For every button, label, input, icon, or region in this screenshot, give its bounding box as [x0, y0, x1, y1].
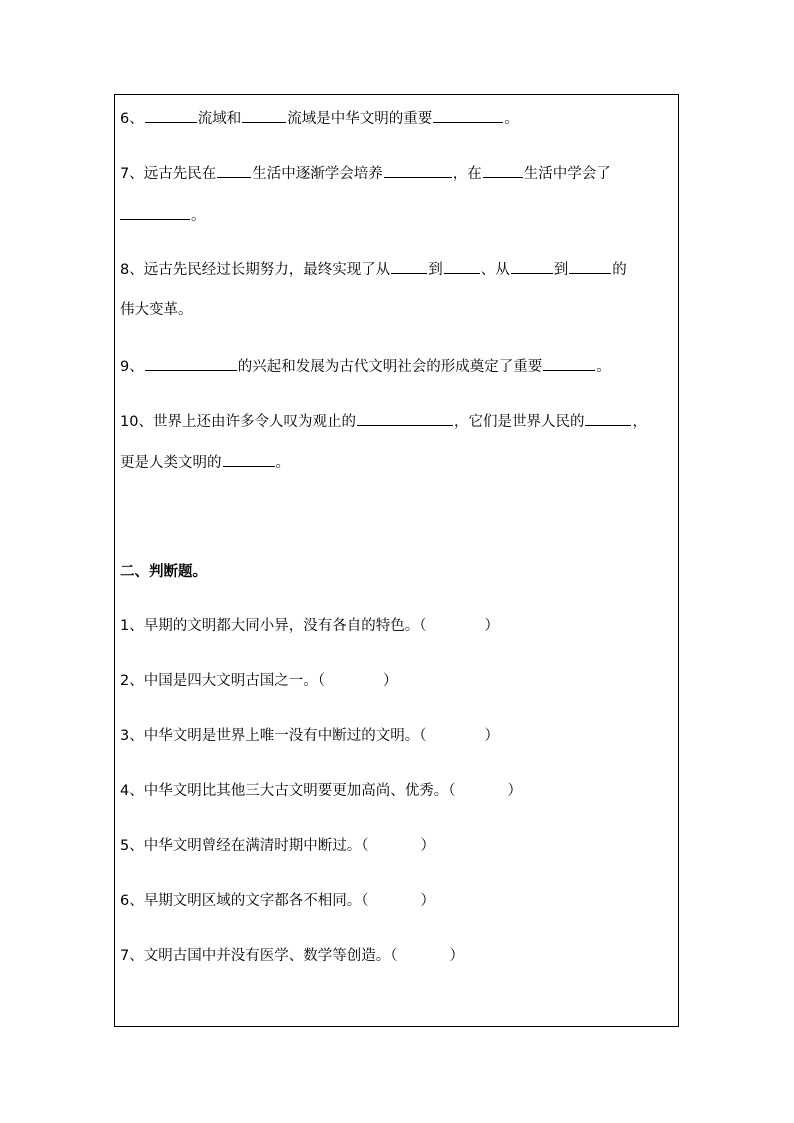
question-text: ）	[420, 893, 435, 909]
question-text: 远古先民在	[143, 166, 217, 182]
fill-in-question-10-cont	[120, 452, 290, 473]
fill-in-question-7	[120, 163, 611, 184]
answer-blank[interactable]	[444, 259, 480, 274]
question-text: 生活中学会了	[523, 166, 611, 182]
question-text: ，在	[452, 166, 482, 182]
question-text: 生活中逐渐学会培养	[252, 166, 383, 182]
answer-blank[interactable]	[384, 163, 452, 178]
question-text: 。	[504, 111, 519, 127]
question-text: 伟大变革。	[120, 302, 193, 318]
answer-blank[interactable]	[145, 356, 237, 371]
question-number: 9、	[120, 359, 144, 375]
question-text: ）	[420, 838, 435, 854]
answer-blank[interactable]	[242, 108, 286, 123]
answer-blank[interactable]	[120, 205, 190, 220]
worksheet-frame	[114, 94, 679, 1027]
question-text: ）	[484, 728, 499, 744]
question-text: 的兴起和发展为古代文明社会的形成奠定了重要	[237, 359, 543, 375]
question-text: 的	[612, 262, 627, 278]
question-text: 2、中国是四大文明古国之一。（	[120, 673, 325, 689]
question-text: 、从	[480, 262, 510, 278]
judge-item-2	[120, 671, 397, 691]
question-text: 远古先民经过长期努力，最终实现了从	[143, 262, 391, 278]
judge-item-6	[120, 891, 435, 911]
question-text: ）	[449, 948, 464, 964]
answer-blank[interactable]	[483, 163, 523, 178]
question-number: 10、	[120, 414, 153, 430]
question-number: 7、	[120, 166, 144, 182]
fill-in-question-10	[120, 411, 647, 432]
question-text: ）	[507, 783, 522, 799]
answer-blank[interactable]	[145, 108, 197, 123]
fill-in-question-7-cont	[120, 205, 206, 226]
question-text: ）	[382, 673, 398, 689]
answer-blank[interactable]	[569, 259, 611, 274]
question-text: 。	[275, 455, 290, 471]
answer-blank[interactable]	[585, 411, 631, 426]
question-text: 。	[191, 208, 206, 224]
question-text: 4、中华文明比其他三大古文明要更加高尚、优秀。（	[120, 783, 456, 799]
answer-blank[interactable]	[223, 452, 275, 467]
fill-in-question-6	[120, 108, 519, 129]
question-text: 到	[553, 262, 569, 278]
section-heading: 二、判断题。	[120, 564, 207, 580]
question-text: 6、早期文明区域的文字都各不相同。（	[120, 893, 369, 909]
question-text: 更是人类文明的	[120, 455, 222, 471]
question-text: 流域是中华文明的重要	[287, 111, 433, 127]
answer-blank[interactable]	[433, 108, 503, 123]
fill-in-question-8	[120, 259, 627, 280]
answer-blank[interactable]	[357, 411, 453, 426]
question-text: 7、文明古国中并没有医学、数学等创造。（	[120, 948, 398, 964]
question-text: 世界上还由许多令人叹为观止的	[152, 414, 356, 430]
judge-item-4	[120, 781, 522, 801]
question-text: ，	[632, 414, 647, 430]
answer-blank[interactable]	[543, 356, 595, 371]
answer-blank[interactable]	[391, 259, 427, 274]
answer-blank[interactable]	[217, 163, 251, 178]
judge-item-7	[120, 946, 464, 966]
question-text: 到	[428, 262, 443, 278]
question-text: ，它们是世界人民的	[453, 414, 585, 430]
judge-item-1	[120, 616, 499, 636]
question-text: 3、中华文明是世界上唯一没有中断过的文明。（	[120, 728, 427, 744]
question-number: 8、	[120, 262, 144, 278]
question-text: 流域和	[197, 111, 242, 127]
question-text: 1、早期的文明都大同小异，没有各自的特色。（	[120, 618, 427, 634]
judge-item-5	[120, 836, 435, 856]
question-text: ）	[484, 618, 499, 634]
fill-in-question-8-cont	[120, 300, 193, 320]
question-text: 。	[596, 359, 611, 375]
question-number: 6、	[120, 111, 144, 127]
question-text: 5、中华文明曾经在满清时期中断过。（	[120, 838, 369, 854]
fill-in-question-9	[120, 356, 611, 377]
answer-blank[interactable]	[511, 259, 553, 274]
judge-item-3	[120, 726, 499, 746]
